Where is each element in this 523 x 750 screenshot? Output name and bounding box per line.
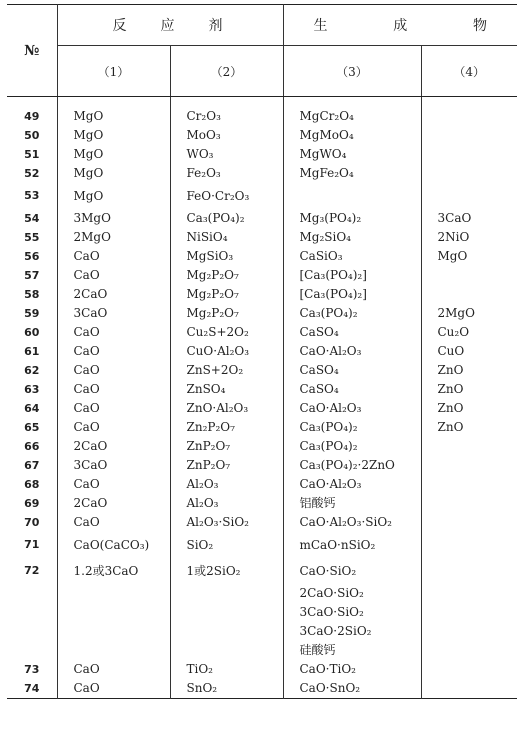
reactant-1-cell: 2CaO bbox=[57, 494, 170, 513]
product-2-cell bbox=[421, 164, 517, 183]
product-2-cell: 3CaO bbox=[421, 209, 517, 228]
row-number: 56 bbox=[24, 250, 40, 263]
table-row bbox=[7, 622, 517, 641]
table-header bbox=[7, 5, 517, 97]
row-number bbox=[7, 641, 57, 660]
reactant-2-cell: ZnO·Al₂O₃ bbox=[170, 399, 283, 418]
reactants-char-1: 反 bbox=[112, 18, 127, 34]
product-2-cell bbox=[421, 285, 517, 304]
product-1-cell: CaO·SnO₂ bbox=[283, 679, 421, 699]
product-1-cell: CaSO₄ bbox=[283, 323, 421, 342]
reactant-2-cell: Cr₂O₃ bbox=[170, 97, 283, 127]
reactant-1-cell: CaO(CaCO₃) bbox=[57, 532, 170, 558]
table-row bbox=[7, 641, 517, 660]
reactant-1-cell: 2MgO bbox=[57, 228, 170, 247]
product-2-cell bbox=[421, 97, 517, 127]
table-row bbox=[7, 304, 517, 323]
product-1-cell: [Ca₃(PO₄)₂] bbox=[283, 266, 421, 285]
product-1-cell: Ca₃(PO₄)₂ bbox=[283, 437, 421, 456]
reactant-2-cell bbox=[170, 584, 283, 603]
table-row bbox=[7, 247, 517, 266]
reactant-2-cell: Fe₂O₃ bbox=[170, 164, 283, 183]
row-number: 74 bbox=[24, 682, 40, 695]
reactant-1-cell: 3MgO bbox=[57, 209, 170, 228]
col-label-1: （1） bbox=[57, 46, 170, 97]
row-number: 69 bbox=[24, 497, 40, 510]
product-1-cell: CaSiO₃ bbox=[283, 247, 421, 266]
product-1-cell: 3CaO·SiO₂ bbox=[283, 603, 421, 622]
product-2-cell: ZnO bbox=[421, 380, 517, 399]
reactant-1-cell: CaO bbox=[57, 380, 170, 399]
product-2-cell bbox=[421, 266, 517, 285]
reactant-2-cell: ZnP₂O₇ bbox=[170, 456, 283, 475]
reactant-2-cell: CuO·Al₂O₃ bbox=[170, 342, 283, 361]
product-2-cell: CuO bbox=[421, 342, 517, 361]
table-body bbox=[7, 97, 517, 699]
table-row bbox=[7, 285, 517, 304]
reactant-2-cell: Zn₂P₂O₇ bbox=[170, 418, 283, 437]
reactant-1-cell: CaO bbox=[57, 475, 170, 494]
product-1-cell: Mg₃(PO₄)₂ bbox=[283, 209, 421, 228]
product-2-cell bbox=[421, 183, 517, 209]
reactant-2-cell: Cu₂S+2O₂ bbox=[170, 323, 283, 342]
row-number: 64 bbox=[24, 402, 40, 415]
reactant-1-cell: 2CaO bbox=[57, 285, 170, 304]
reactant-2-cell: ZnP₂O₇ bbox=[170, 437, 283, 456]
reactant-2-cell: MoO₃ bbox=[170, 126, 283, 145]
product-2-cell: 2MgO bbox=[421, 304, 517, 323]
product-1-cell: Ca₃(PO₄)₂ bbox=[283, 418, 421, 437]
row-number: 58 bbox=[24, 288, 40, 301]
reactant-2-cell: FeO·Cr₂O₃ bbox=[170, 183, 283, 209]
table-row bbox=[7, 97, 517, 127]
row-number: 61 bbox=[24, 345, 40, 358]
reactant-2-cell: SnO₂ bbox=[170, 679, 283, 699]
product-1-cell: 3CaO·2SiO₂ bbox=[283, 622, 421, 641]
row-number: 73 bbox=[24, 663, 40, 676]
reactant-1-cell: CaO bbox=[57, 399, 170, 418]
reactant-1-cell: CaO bbox=[57, 361, 170, 380]
reactant-1-cell bbox=[57, 622, 170, 641]
reactant-2-cell: 1或2SiO₂ bbox=[170, 558, 283, 584]
reactant-2-cell: ZnS+2O₂ bbox=[170, 361, 283, 380]
table-row bbox=[7, 660, 517, 679]
reaction-table-page bbox=[7, 4, 517, 744]
row-number: 60 bbox=[24, 326, 40, 339]
row-number: 72 bbox=[24, 564, 40, 577]
reactant-1-cell: 3CaO bbox=[57, 456, 170, 475]
reactant-1-cell: CaO bbox=[57, 266, 170, 285]
reactant-2-cell: Al₂O₃·SiO₂ bbox=[170, 513, 283, 532]
table-row bbox=[7, 532, 517, 558]
row-number: 59 bbox=[24, 307, 40, 320]
reactant-1-cell: MgO bbox=[57, 183, 170, 209]
table-row bbox=[7, 418, 517, 437]
product-2-cell bbox=[421, 660, 517, 679]
products-char-3: 物 bbox=[473, 18, 487, 34]
reactant-1-cell bbox=[57, 603, 170, 622]
product-2-cell: ZnO bbox=[421, 399, 517, 418]
reactant-1-cell: CaO bbox=[57, 247, 170, 266]
product-1-cell: Ca₃(PO₄)₂ bbox=[283, 304, 421, 323]
table-row bbox=[7, 456, 517, 475]
number-header: № bbox=[7, 5, 57, 97]
product-2-cell bbox=[421, 558, 517, 584]
product-2-cell bbox=[421, 584, 517, 603]
reactant-2-cell: Ca₃(PO₄)₂ bbox=[170, 209, 283, 228]
product-1-cell: CaO·Al₂O₃·SiO₂ bbox=[283, 513, 421, 532]
row-number: 68 bbox=[24, 478, 40, 491]
row-number: 49 bbox=[24, 110, 40, 123]
products-char-1: 生 bbox=[313, 18, 328, 34]
reactant-1-cell: CaO bbox=[57, 660, 170, 679]
reactant-1-cell: CaO bbox=[57, 513, 170, 532]
product-2-cell bbox=[421, 513, 517, 532]
product-1-cell: CaO·TiO₂ bbox=[283, 660, 421, 679]
row-number: 55 bbox=[24, 231, 40, 244]
table-row bbox=[7, 603, 517, 622]
reactants-char-2: 应 bbox=[160, 18, 175, 34]
reactant-2-cell: NiSiO₄ bbox=[170, 228, 283, 247]
table-row bbox=[7, 399, 517, 418]
product-1-cell: Mg₂SiO₄ bbox=[283, 228, 421, 247]
reactant-2-cell: TiO₂ bbox=[170, 660, 283, 679]
reactant-2-cell bbox=[170, 603, 283, 622]
reactant-1-cell: MgO bbox=[57, 164, 170, 183]
product-2-cell: 2NiO bbox=[421, 228, 517, 247]
product-1-cell: CaSO₄ bbox=[283, 380, 421, 399]
row-number: 53 bbox=[24, 189, 40, 202]
reactant-2-cell: Al₂O₃ bbox=[170, 494, 283, 513]
product-2-cell bbox=[421, 437, 517, 456]
row-number: 54 bbox=[24, 212, 40, 225]
reactant-2-cell: Mg₂P₂O₇ bbox=[170, 266, 283, 285]
product-1-cell: MgCr₂O₄ bbox=[283, 97, 421, 127]
product-2-cell: Cu₂O bbox=[421, 323, 517, 342]
reactant-2-cell: Mg₂P₂O₇ bbox=[170, 304, 283, 323]
row-number: 50 bbox=[24, 129, 40, 142]
row-number: 62 bbox=[24, 364, 40, 377]
product-1-cell: CaO·Al₂O₃ bbox=[283, 342, 421, 361]
products-header bbox=[283, 5, 517, 46]
col-label-2: （2） bbox=[170, 46, 283, 97]
table-row bbox=[7, 361, 517, 380]
product-1-cell: mCaO·nSiO₂ bbox=[283, 532, 421, 558]
reactant-2-cell: Al₂O₃ bbox=[170, 475, 283, 494]
reactant-2-cell: ZnSO₄ bbox=[170, 380, 283, 399]
reactant-2-cell: SiO₂ bbox=[170, 532, 283, 558]
table-row bbox=[7, 494, 517, 513]
reactant-1-cell: 3CaO bbox=[57, 304, 170, 323]
table-row bbox=[7, 164, 517, 183]
product-2-cell bbox=[421, 145, 517, 164]
product-2-cell: ZnO bbox=[421, 361, 517, 380]
reactant-1-cell: 1.2或3CaO bbox=[57, 558, 170, 584]
reactant-1-cell: MgO bbox=[57, 145, 170, 164]
product-2-cell: ZnO bbox=[421, 418, 517, 437]
col-label-3: （3） bbox=[283, 46, 421, 97]
product-2-cell bbox=[421, 641, 517, 660]
product-2-cell bbox=[421, 603, 517, 622]
product-2-cell bbox=[421, 456, 517, 475]
reaction-table bbox=[7, 4, 517, 699]
reactant-1-cell: MgO bbox=[57, 126, 170, 145]
product-2-cell bbox=[421, 475, 517, 494]
row-number: 65 bbox=[24, 421, 40, 434]
reactant-1-cell: CaO bbox=[57, 323, 170, 342]
products-char-2: 成 bbox=[393, 18, 408, 34]
product-2-cell bbox=[421, 679, 517, 699]
reactant-1-cell: 2CaO bbox=[57, 437, 170, 456]
product-2-cell bbox=[421, 494, 517, 513]
row-number: 67 bbox=[24, 459, 40, 472]
table-row bbox=[7, 323, 517, 342]
table-row bbox=[7, 584, 517, 603]
row-number: 57 bbox=[24, 269, 40, 282]
table-row bbox=[7, 513, 517, 532]
product-1-cell: MgFe₂O₄ bbox=[283, 164, 421, 183]
product-1-cell bbox=[283, 183, 421, 209]
row-number bbox=[7, 603, 57, 622]
product-1-cell: 硅酸钙 bbox=[283, 641, 421, 660]
table-row bbox=[7, 437, 517, 456]
row-number: 70 bbox=[24, 516, 40, 529]
reactant-1-cell: CaO bbox=[57, 342, 170, 361]
product-1-cell: [Ca₃(PO₄)₂] bbox=[283, 285, 421, 304]
reactant-2-cell: WO₃ bbox=[170, 145, 283, 164]
reactant-2-cell bbox=[170, 641, 283, 660]
row-number: 66 bbox=[24, 440, 40, 453]
product-1-cell: MgWO₄ bbox=[283, 145, 421, 164]
table-row bbox=[7, 266, 517, 285]
col-label-4: （4） bbox=[421, 46, 517, 97]
table-row bbox=[7, 183, 517, 209]
row-number: 52 bbox=[24, 167, 40, 180]
row-number: 63 bbox=[24, 383, 40, 396]
product-1-cell: CaO·SiO₂ bbox=[283, 558, 421, 584]
reactant-2-cell: MgSiO₃ bbox=[170, 247, 283, 266]
reactant-1-cell bbox=[57, 641, 170, 660]
table-row bbox=[7, 342, 517, 361]
product-2-cell: MgO bbox=[421, 247, 517, 266]
product-1-cell: MgMoO₄ bbox=[283, 126, 421, 145]
reactants-header bbox=[57, 5, 283, 46]
table-row bbox=[7, 558, 517, 584]
row-number bbox=[7, 622, 57, 641]
row-number: 51 bbox=[24, 148, 40, 161]
product-1-cell: CaO·Al₂O₃ bbox=[283, 399, 421, 418]
reactant-1-cell: CaO bbox=[57, 418, 170, 437]
reactant-2-cell bbox=[170, 622, 283, 641]
product-2-cell bbox=[421, 126, 517, 145]
reactant-1-cell bbox=[57, 584, 170, 603]
reactant-1-cell: CaO bbox=[57, 679, 170, 699]
product-1-cell: CaO·Al₂O₃ bbox=[283, 475, 421, 494]
product-2-cell bbox=[421, 532, 517, 558]
table-row bbox=[7, 209, 517, 228]
row-number bbox=[7, 584, 57, 603]
table-row bbox=[7, 475, 517, 494]
reactants-char-3: 剂 bbox=[208, 18, 223, 34]
product-1-cell: 2CaO·SiO₂ bbox=[283, 584, 421, 603]
table-row bbox=[7, 679, 517, 699]
product-1-cell: 铝酸钙 bbox=[283, 494, 421, 513]
row-number: 71 bbox=[24, 538, 40, 551]
reactant-2-cell: Mg₂P₂O₇ bbox=[170, 285, 283, 304]
table-row bbox=[7, 228, 517, 247]
reactant-1-cell: MgO bbox=[57, 97, 170, 127]
table-row bbox=[7, 380, 517, 399]
product-2-cell bbox=[421, 622, 517, 641]
product-1-cell: Ca₃(PO₄)₂·2ZnO bbox=[283, 456, 421, 475]
table-row bbox=[7, 126, 517, 145]
product-1-cell: CaSO₄ bbox=[283, 361, 421, 380]
table-row bbox=[7, 145, 517, 164]
